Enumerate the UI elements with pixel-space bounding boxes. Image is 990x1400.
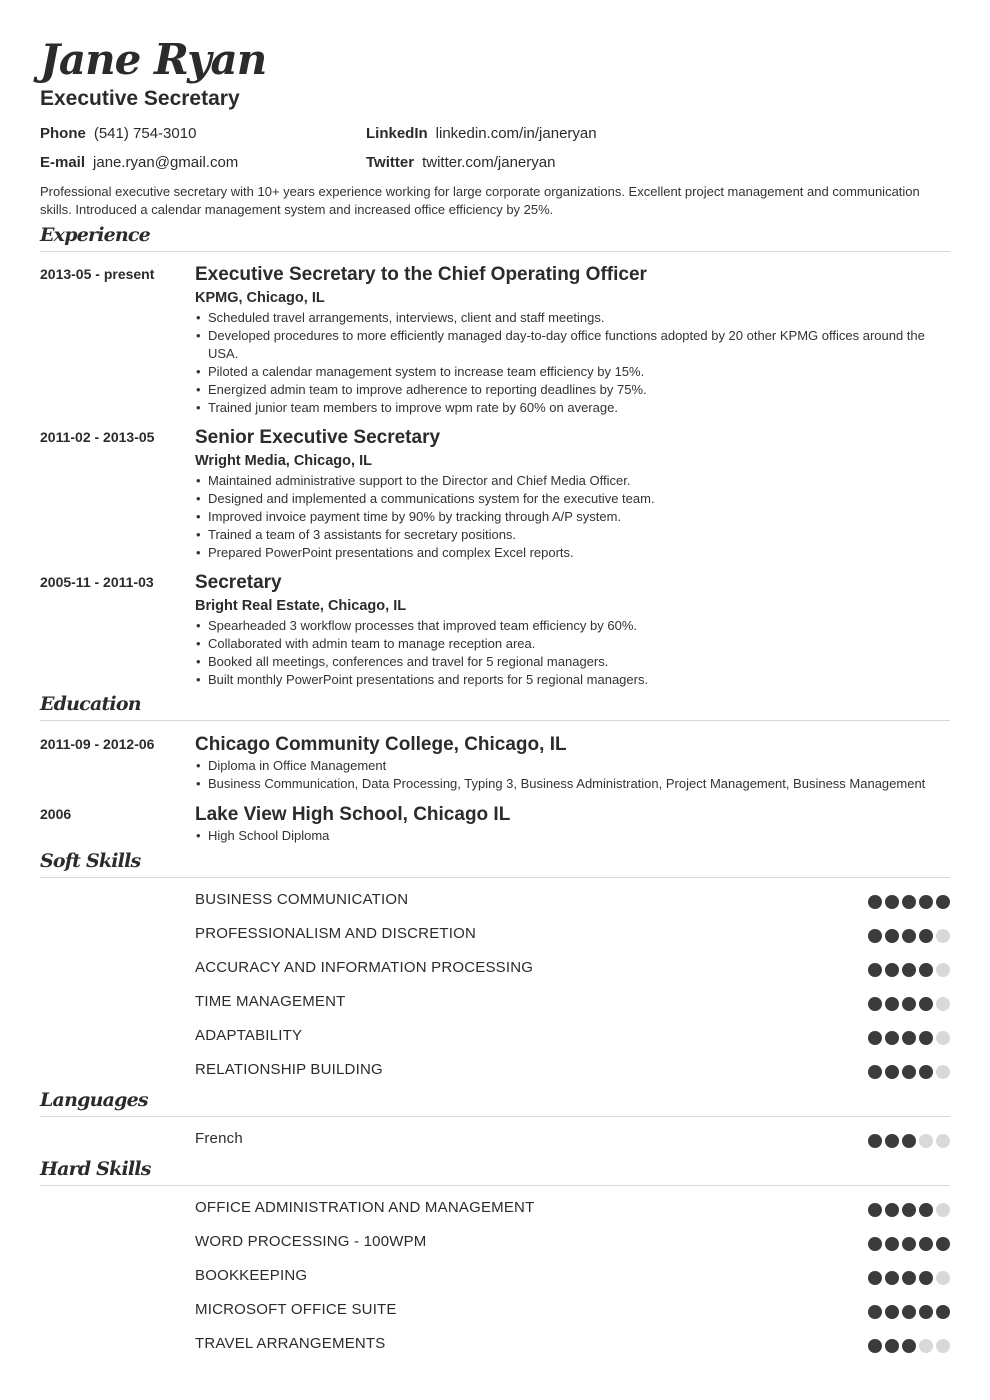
rating-dot-filled <box>885 1305 899 1319</box>
entry-school: Lake View High School, Chicago IL <box>195 804 511 825</box>
rating-dot-filled <box>919 929 933 943</box>
skill-row <box>195 923 950 945</box>
rating-dot-filled <box>885 1271 899 1285</box>
rating-dot-filled <box>902 963 916 977</box>
entry-body <box>195 803 950 845</box>
rating-dot-filled <box>902 1065 916 1079</box>
rating-dot-filled <box>885 1339 899 1353</box>
entry-date: 2011-09 - 2012-06 <box>40 736 155 752</box>
rating-dot-filled <box>868 1237 882 1251</box>
rating-dot-filled <box>885 963 899 977</box>
rating-dot-filled <box>902 1031 916 1045</box>
rating-dot-filled <box>868 997 882 1011</box>
hard-skills-heading <box>40 1158 950 1186</box>
rating-dot-empty <box>936 1031 950 1045</box>
skill-rating <box>865 1031 950 1045</box>
entry-bullets <box>195 827 950 845</box>
skill-row <box>195 1197 950 1219</box>
skill-rating <box>865 963 950 977</box>
rating-dot-filled <box>885 1203 899 1217</box>
bullet-item: • Business Communication, Data Processing, Typing 3, Business Administration, Project Management, Business Management <box>195 775 950 793</box>
rating-dot-filled <box>936 1237 950 1251</box>
skill-name: TIME MANAGEMENT <box>195 993 346 1010</box>
entry-school: Chicago Community College, Chicago, IL <box>195 734 567 755</box>
rating-dot-filled <box>885 895 899 909</box>
hard-skills-heading-label: Hard Skills <box>40 1158 151 1180</box>
rating-dot-filled <box>885 1065 899 1079</box>
entry-org: KPMG, Chicago, IL <box>195 290 325 306</box>
skill-row <box>195 1299 950 1321</box>
rating-dot-filled <box>902 1237 916 1251</box>
rating-dot-filled <box>902 1339 916 1353</box>
language-rating <box>865 1134 950 1148</box>
skill-rating <box>865 1339 950 1353</box>
bullet-item: • Developed procedures to more efficiently managed day-to-day office functions adopted by 20 other KPMG offices around the USA. <box>195 327 950 363</box>
twitter-value[interactable]: twitter.com/janeryan <box>422 154 556 171</box>
entry-role: Senior Executive Secretary <box>195 427 441 448</box>
rating-dot-empty <box>936 1203 950 1217</box>
skill-name: WORD PROCESSING - 100WPM <box>195 1233 427 1250</box>
skill-name: PROFESSIONALISM AND DISCRETION <box>195 925 477 942</box>
bullet-item: • Trained junior team members to improve wpm rate by 60% on average. <box>195 399 950 417</box>
education-heading <box>40 693 950 721</box>
rating-dot-empty <box>936 1339 950 1353</box>
rating-dot-empty <box>936 1065 950 1079</box>
linkedin-item <box>366 125 597 142</box>
rating-dot-filled <box>902 1305 916 1319</box>
skill-name: ACCURACY AND INFORMATION PROCESSING <box>195 959 534 976</box>
rating-dot-filled <box>868 1065 882 1079</box>
rating-dot-filled <box>919 1305 933 1319</box>
language-row <box>195 1128 950 1150</box>
bullet-item: • High School Diploma <box>195 827 950 845</box>
rating-dot-filled <box>868 1271 882 1285</box>
rating-dot-empty <box>936 1271 950 1285</box>
resume-page <box>40 0 950 1400</box>
bullet-item: • Designed and implemented a communications system for the executive team. <box>195 490 950 508</box>
entry-date: 2005-11 - 2011-03 <box>40 574 154 590</box>
phone-item <box>40 125 196 142</box>
rating-dot-filled <box>868 1134 882 1148</box>
rating-dot-filled <box>919 1031 933 1045</box>
skill-rating <box>865 895 950 909</box>
rating-dot-filled <box>919 1203 933 1217</box>
rating-dot-empty <box>936 963 950 977</box>
rating-dot-filled <box>868 895 882 909</box>
email-value[interactable]: jane.ryan@gmail.com <box>93 154 239 171</box>
rating-dot-filled <box>919 1065 933 1079</box>
linkedin-label: LinkedIn <box>366 125 428 142</box>
skill-rating <box>865 1271 950 1285</box>
entry-org: Wright Media, Chicago, IL <box>195 453 372 469</box>
rating-dot-filled <box>868 929 882 943</box>
entry-body <box>195 733 950 793</box>
rating-dot-empty <box>919 1339 933 1353</box>
rating-dot-filled <box>902 1203 916 1217</box>
rating-dot-filled <box>902 1134 916 1148</box>
skill-row <box>195 889 950 911</box>
bullet-item: • Piloted a calendar management system to increase team efficiency by 15%. <box>195 363 950 381</box>
rating-dot-filled <box>885 1237 899 1251</box>
skill-name: TRAVEL ARRANGEMENTS <box>195 1335 386 1352</box>
entry-date: 2011-02 - 2013-05 <box>40 429 155 445</box>
skill-row <box>195 1265 950 1287</box>
rating-dot-filled <box>885 997 899 1011</box>
skill-rating <box>865 1305 950 1319</box>
rating-dot-filled <box>902 895 916 909</box>
email-item <box>40 154 238 171</box>
rating-dot-filled <box>868 1203 882 1217</box>
skill-rating <box>865 929 950 943</box>
entry-bullets <box>195 472 950 562</box>
entry-body <box>195 571 950 689</box>
skill-row <box>195 1059 950 1081</box>
rating-dot-filled <box>919 1237 933 1251</box>
entry-bullets <box>195 309 950 417</box>
language-name: French <box>195 1130 243 1147</box>
skill-row <box>195 957 950 979</box>
education-heading-label: Education <box>40 693 141 715</box>
entry-org: Bright Real Estate, Chicago, IL <box>195 598 407 614</box>
candidate-title: Executive Secretary <box>40 87 240 110</box>
skill-name: BOOKKEEPING <box>195 1267 308 1284</box>
bullet-item: • Trained a team of 3 assistants for secretary positions. <box>195 526 950 544</box>
twitter-item <box>366 154 555 171</box>
bullet-item: • Booked all meetings, conferences and travel for 5 regional managers. <box>195 653 950 671</box>
entry-body <box>195 263 950 417</box>
skill-name: BUSINESS COMMUNICATION <box>195 891 409 908</box>
skill-row <box>195 991 950 1013</box>
bullet-item: • Diploma in Office Management <box>195 757 950 775</box>
bullet-item: • Built monthly PowerPoint presentations and reports for 5 regional managers. <box>195 671 950 689</box>
twitter-label: Twitter <box>366 154 415 171</box>
rating-dot-filled <box>868 1031 882 1045</box>
skill-rating <box>865 1237 950 1251</box>
entry-role: Executive Secretary to the Chief Operating Officer <box>195 264 647 285</box>
rating-dot-filled <box>936 1305 950 1319</box>
rating-dot-filled <box>885 1134 899 1148</box>
languages-heading-label: Languages <box>40 1089 148 1111</box>
skill-row <box>195 1025 950 1047</box>
skill-rating <box>865 997 950 1011</box>
rating-dot-filled <box>936 895 950 909</box>
entry-body <box>195 426 950 562</box>
skill-name: ADAPTABILITY <box>195 1027 303 1044</box>
rating-dot-empty <box>919 1134 933 1148</box>
entry-role: Secretary <box>195 572 282 593</box>
soft-skills-heading-label: Soft Skills <box>40 850 141 872</box>
rating-dot-empty <box>936 929 950 943</box>
bullet-item: • Improved invoice payment time by 90% by tracking through A/P system. <box>195 508 950 526</box>
entry-bullets <box>195 757 950 793</box>
skill-name: RELATIONSHIP BUILDING <box>195 1061 383 1078</box>
phone-label: Phone <box>40 125 86 142</box>
phone-value: (541) 754-3010 <box>93 125 197 142</box>
bullet-item: • Prepared PowerPoint presentations and complex Excel reports. <box>195 544 950 562</box>
rating-dot-filled <box>919 895 933 909</box>
bullet-item: • Scheduled travel arrangements, interviews, client and staff meetings. <box>195 309 950 327</box>
candidate-name: Jane Ryan <box>40 35 267 84</box>
bullet-item: • Spearheaded 3 workflow processes that improved team efficiency by 60%. <box>195 617 950 635</box>
rating-dot-filled <box>868 1305 882 1319</box>
bullet-item: • Energized admin team to improve adherence to reporting deadlines by 75%. <box>195 381 950 399</box>
rating-dot-filled <box>919 963 933 977</box>
skill-rating <box>865 1203 950 1217</box>
skill-name: OFFICE ADMINISTRATION AND MANAGEMENT <box>195 1199 535 1216</box>
linkedin-value[interactable]: linkedin.com/in/janeryan <box>435 125 597 142</box>
skill-rating <box>865 1065 950 1079</box>
entry-date: 2006 <box>40 806 72 822</box>
rating-dot-filled <box>902 929 916 943</box>
rating-dot-empty <box>936 1134 950 1148</box>
rating-dot-filled <box>902 997 916 1011</box>
soft-skills-heading <box>40 850 950 878</box>
entry-bullets <box>195 617 950 689</box>
rating-dot-filled <box>919 1271 933 1285</box>
skill-row <box>195 1231 950 1253</box>
rating-dot-filled <box>885 1031 899 1045</box>
entry-date: 2013-05 - present <box>40 266 155 282</box>
rating-dot-filled <box>868 1339 882 1353</box>
bullet-item: • Maintained administrative support to the Director and Chief Media Officer. <box>195 472 950 490</box>
experience-heading <box>40 224 950 252</box>
summary-text: Professional executive secretary with 10+ years experience working for large corporate organizations. Excellent project management and communication skills. Introduced a calendar management system and increased office efficiency by 25%. <box>40 184 920 217</box>
email-label: E-mail <box>40 154 86 171</box>
rating-dot-filled <box>868 963 882 977</box>
rating-dot-filled <box>885 929 899 943</box>
experience-heading-label: Experience <box>40 224 150 246</box>
bullet-item: • Collaborated with admin team to manage reception area. <box>195 635 950 653</box>
rating-dot-filled <box>902 1271 916 1285</box>
skill-row <box>195 1333 950 1355</box>
languages-heading <box>40 1089 950 1117</box>
rating-dot-filled <box>919 997 933 1011</box>
rating-dot-empty <box>936 997 950 1011</box>
skill-name: MICROSOFT OFFICE SUITE <box>195 1301 397 1318</box>
